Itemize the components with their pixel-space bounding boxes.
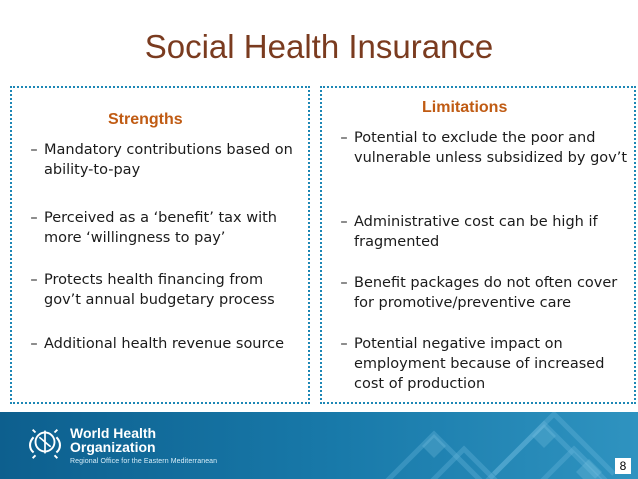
slide-title: Social Health Insurance <box>144 28 494 65</box>
bullet-dash: – <box>30 336 38 352</box>
bullet-dash: – <box>340 275 348 291</box>
page-number: 8 <box>615 458 631 474</box>
who-emblem-icon <box>26 423 64 461</box>
strengths-heading: Strengths <box>108 111 183 128</box>
limitations-heading: Limitations <box>422 99 508 116</box>
strength-item-text: Perceived as a ‘benefit’ tax with more ‘willingness to pay’ <box>44 210 277 246</box>
limitation-item <box>338 128 628 168</box>
org-line2: Organization <box>70 439 156 455</box>
limitation-item-text: Benefit packages do not often cover for promotive/preventive care <box>354 275 618 311</box>
limitation-item-text: Administrative cost can be high if fragmented <box>354 214 598 250</box>
bullet-dash: – <box>340 214 348 230</box>
bullet-dash: – <box>30 142 38 158</box>
limitations-panel <box>320 86 636 404</box>
strength-item <box>28 334 302 354</box>
limitation-item-text: Potential negative impact on employment because of increased cost of production <box>354 336 605 392</box>
regional-office-text: Regional Office for the Eastern Mediterranean <box>70 458 218 465</box>
strength-item-text: Protects health financing from gov’t annual budgetary process <box>44 272 275 308</box>
who-logo-text <box>70 426 156 454</box>
limitation-item <box>338 212 628 252</box>
org-line1: World Health <box>70 425 157 441</box>
bullet-dash: – <box>340 130 348 146</box>
limitation-item <box>338 334 628 394</box>
limitation-item-text: Potential to exclude the poor and vulnerable unless subsidized by gov’t <box>354 130 628 166</box>
strength-item <box>28 270 302 310</box>
bullet-dash: – <box>30 210 38 226</box>
limitation-item <box>338 273 628 313</box>
strengths-panel <box>10 86 310 404</box>
bullet-dash: – <box>30 272 38 288</box>
decorative-pattern <box>314 412 638 479</box>
bullet-dash: – <box>340 336 348 352</box>
strength-item-text: Additional health revenue source <box>44 336 285 352</box>
strength-item <box>28 208 302 248</box>
strength-item <box>28 140 302 180</box>
strength-item-text: Mandatory contributions based on ability-to-pay <box>44 142 293 178</box>
